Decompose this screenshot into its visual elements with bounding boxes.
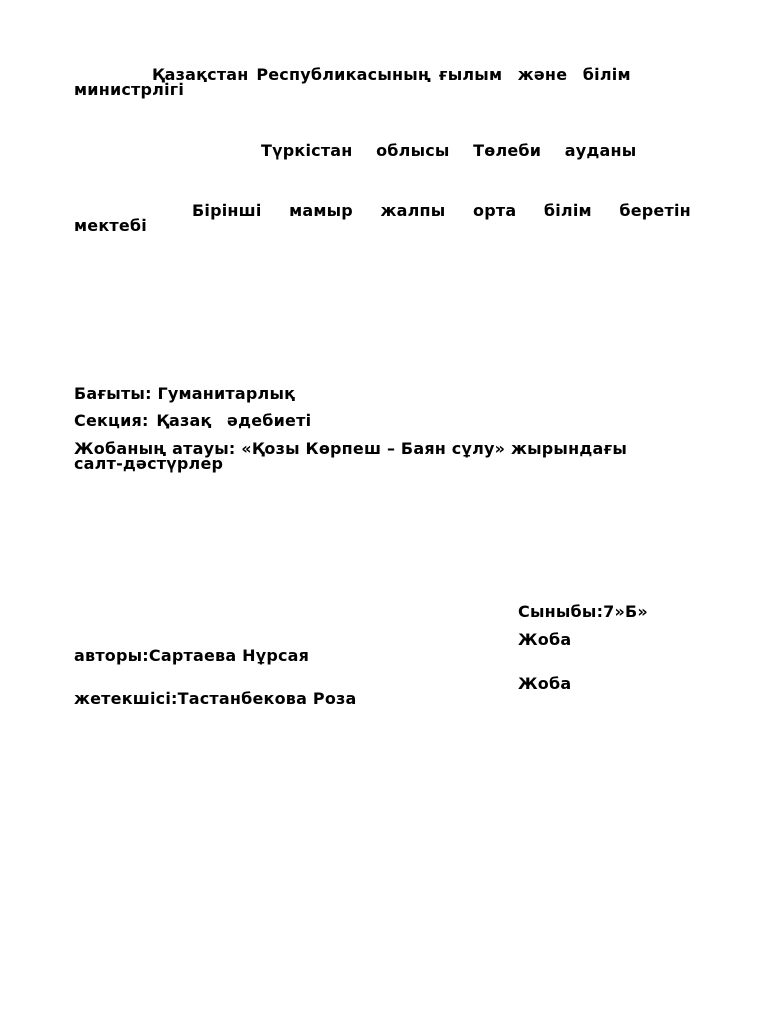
direction-field: Бағыты: Гуманитарлық — [74, 384, 296, 403]
school-heading-line2: мектебі — [74, 216, 147, 235]
project-word-supervisor: Жоба — [518, 674, 572, 693]
region-heading: Түркістан облысы Төлеби ауданы — [261, 141, 637, 160]
section-field: Секция: Қазақ әдебиеті — [74, 411, 312, 430]
school-heading-line1: Бірінші мамыр жалпы орта білім беретін — [192, 201, 691, 220]
supervisor-field: жетекшісі:Тастанбекова Роза — [74, 689, 357, 708]
ministry-heading-line1: Қазақстан Республикасының ғылым және білім — [152, 65, 631, 84]
grade-field: Сыныбы:7»Б» — [518, 602, 648, 621]
author-field: авторы:Сартаева Нұрсая — [74, 646, 310, 665]
project-title-line2: салт-дәстүрлер — [74, 454, 224, 473]
project-word-author: Жоба — [518, 630, 572, 649]
project-title-line1: Жобаның атауы: «Қозы Көрпеш – Баян сұлу» жырындағы — [74, 439, 628, 458]
ministry-heading-line2: министрлігі — [74, 80, 185, 99]
